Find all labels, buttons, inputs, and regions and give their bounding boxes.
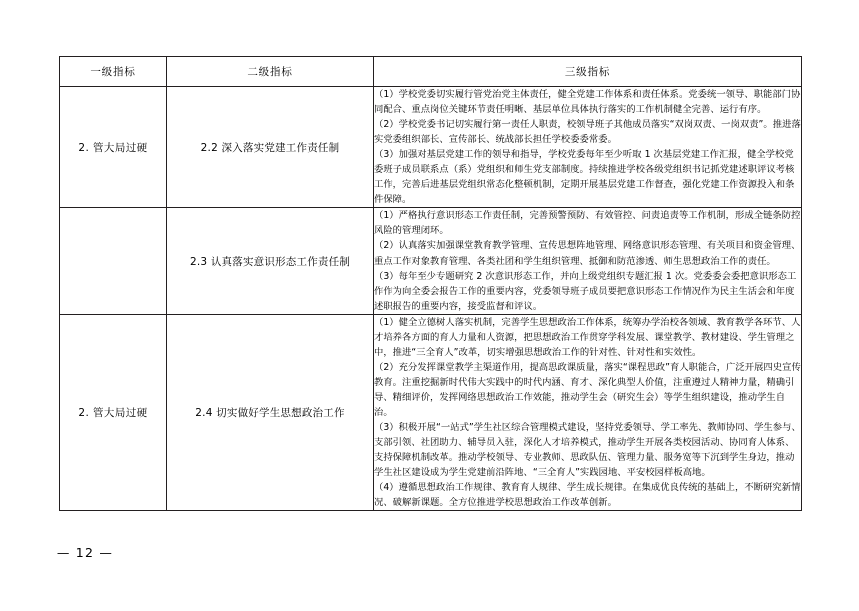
column-header-level1: 一级指标 — [60, 57, 167, 87]
cell-level3-item: （2）充分发挥课堂教学主渠道作用，提高思政课质量，落实“课程思政”育人职能合，广泛开展四史宣传教育。注重挖掘新时代伟大实践中的时代内涵、育才、深化典型人价值，注重遵过人精神力量，精确引导、精细评价，发挥网络思想政治工作效能，推动学生会（研究生会）等学生组织建设，推动学生自治。 — [374, 361, 801, 418]
table-header — [60, 57, 802, 87]
table-row — [60, 314, 802, 511]
cell-level3-item: （2）学校党委书记切实履行第一责任人职责，校领导班子其他成员落实“双岗双责、一岗双责”。推进落实党委组织部长、宣传部长、统战部长担任学校委委常委。 — [374, 119, 801, 146]
cell-level1 — [60, 208, 167, 314]
cell-level3-item: （3）积极开展“一站式”学生社区综合管理模式建设，坚持党委领导、学工率先、教师协同、学生参与、支部引领、社团助力、辅导员入驻，深化人才培养模式，推动学生开展各类校园活动、协同育人体系、支持保障机制改革。推动学校领导、专业教师、思政队伍、管理力量、服务宽等下沉到学生身边，推动学生社区建设成为学生党建前沿阵地、“三全育人”实践园地、平安校园样板高地。 — [374, 422, 801, 479]
cell-level3-item: （1）健全立德树人落实机制，完善学生思想政治工作体系，统筹办学治校各领域、教育教学各环节、人才培养各方面的育人力量和人资源，把思想政治工作贯穿学科发展、课堂教学、教材建设、学生管理之中，推进“三全育人”改革，切实增强思想政治工作的针对性、针对性和实效性。 — [374, 316, 801, 358]
column-header-level3: 三级指标 — [374, 57, 802, 87]
table-row — [60, 87, 802, 208]
table-body — [60, 87, 802, 511]
cell-level1: 2. 管大局过硬 — [60, 314, 167, 511]
cell-level2: 2.4 切实做好学生思想政治工作 — [167, 314, 374, 511]
cell-level2: 2.2 深入落实党建工作责任制 — [167, 87, 374, 208]
cell-level3-item: （3）加强对基层党建工作的领导和指导，学校党委每年至少听取 1 次基层党建工作汇报，健全学校党委班子成员联系点（系）党组织和师生党支部制度。持续推进学校各级党组织书记抓党建述职评议考核工作，完善后进基层党组织常态化整顿机制，定期开展基层党建工作督查，强化党建工作资源投入和条件保障。 — [374, 149, 795, 206]
cell-level3-item: （3）每年至少专题研究 2 次意识形态工作，并向上级党组织专题汇报 1 次。党委委会委把意识形态工作作为向全委会报告工作的重要内容，党委领导班子成员要把意识形态工作情况作为民主生活会和年度述职报告的重要内容，接受监督和评议。 — [374, 270, 797, 312]
cell-level3-item: （4）遵循思想政治工作规律、教育育人规律、学生成长规律。在集成优良传统的基础上，不断研究新情况、破解新课题。全方位推进学校思想政治工作改革创新。 — [374, 482, 801, 509]
cell-level3 — [374, 208, 802, 314]
cell-level3 — [374, 314, 802, 511]
page-number: — 12 — — [56, 545, 114, 560]
column-header-level2: 二级指标 — [167, 57, 374, 87]
cell-level3-item: （2）认真落实加强课堂教育教学管理、宣传思想阵地管理、网络意识形态管理、有关项目和资金管理、重点工作对象教育管理、各类社团和学生组织管理、抵御和防范渗透、师生思想政治工作的责任。 — [374, 240, 801, 267]
cell-level3 — [374, 87, 802, 208]
cell-level1: 2. 管大局过硬 — [60, 87, 167, 208]
table-header-row — [60, 57, 802, 87]
table-row — [60, 208, 802, 314]
cell-level3-item: （1）严格执行意识形态工作责任制，完善预警预防、有效管控、问责追责等工作机制，形成全链条防控风险的管理闭环。 — [374, 210, 801, 237]
cell-level3-item: （1）学校党委切实履行管党治党主体责任，健全党建工作体系和责任体系。党委统一领导、职能部门协同配合、重点岗位关键环节责任明晰、基层单位具体执行落实的工作机制健全完善、运行有序。 — [374, 89, 801, 116]
cell-level2: 2.3 认真落实意识形态工作责任制 — [167, 208, 374, 314]
indicator-table — [59, 56, 802, 511]
